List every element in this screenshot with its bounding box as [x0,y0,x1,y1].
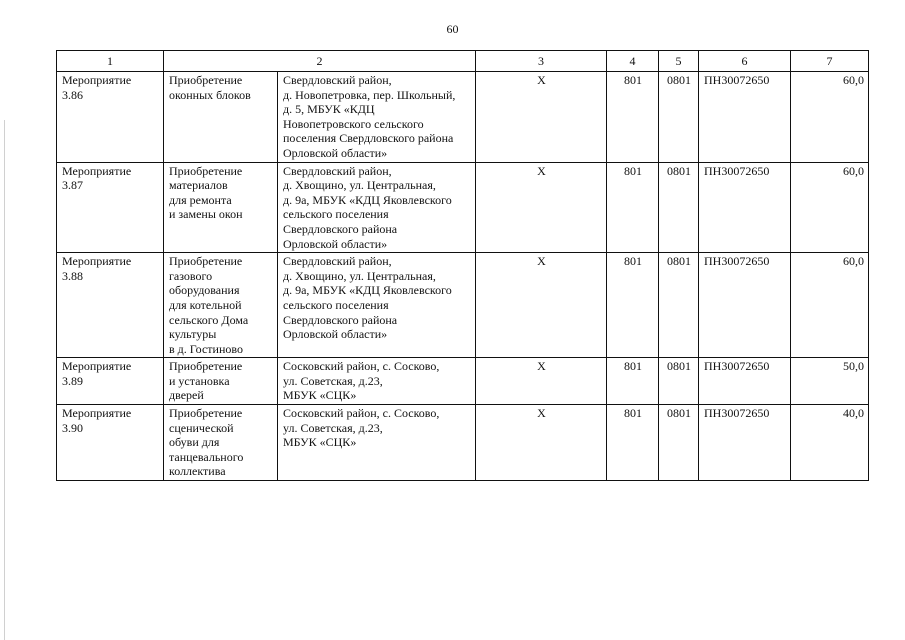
cell-col3: Х [476,162,607,253]
cell-col4: 801 [607,253,659,358]
table-row [57,253,869,358]
activity-name: Мероприятие 3.90 [57,405,164,481]
cell-col4: 801 [607,162,659,253]
header-col-2: 2 [164,51,476,72]
scan-edge-line [4,120,5,640]
cell-col4: 801 [607,358,659,405]
header-col-5: 5 [659,51,699,72]
header-col-7: 7 [791,51,869,72]
cell-col3: Х [476,72,607,163]
cell-col5: 0801 [659,405,699,481]
cell-col7: 50,0 [791,358,869,405]
cell-col6: ПН30072650 [699,253,791,358]
page-number: 60 [446,22,459,36]
activity-address: Сосковский район, с. Сосково, ул. Советская, д.23, МБУК «СЦК» [278,405,476,481]
cell-col7: 60,0 [791,253,869,358]
activity-description: Приобретение сценической обуви для танцевального коллектива [164,405,278,481]
cell-col6: ПН30072650 [699,162,791,253]
activity-description: Приобретение и установка дверей [164,358,278,405]
activity-description: Приобретение оконных блоков [164,72,278,163]
cell-col5: 0801 [659,358,699,405]
activity-address: Свердловский район, д. Хвощино, ул. Центральная, д. 9а, МБУК «КДЦ Яковлевского сельского поселения Свердловского района Орловской области» [278,253,476,358]
activity-name: Мероприятие 3.88 [57,253,164,358]
activity-address: Свердловский район, д. Хвощино, ул. Центральная, д. 9а, МБУК «КДЦ Яковлевского сельского поселения Свердловского района Орловской области» [278,162,476,253]
cell-col3: Х [476,253,607,358]
activity-name: Мероприятие 3.89 [57,358,164,405]
cell-col6: ПН30072650 [699,72,791,163]
cell-col5: 0801 [659,72,699,163]
cell-col4: 801 [607,72,659,163]
activity-description: Приобретение газового оборудования для котельной сельского Дома культуры в д. Гостиново [164,253,278,358]
header-col-3: 3 [476,51,607,72]
cell-col6: ПН30072650 [699,358,791,405]
cell-col7: 40,0 [791,405,869,481]
cell-col5: 0801 [659,162,699,253]
header-col-4: 4 [607,51,659,72]
activity-description: Приобретение материалов для ремонта и замены окон [164,162,278,253]
table-row [57,72,869,163]
header-col-6: 6 [699,51,791,72]
activity-address: Сосковский район, с. Сосково, ул. Советская, д.23, МБУК «СЦК» [278,358,476,405]
cell-col6: ПН30072650 [699,405,791,481]
budget-table [56,50,869,481]
cell-col3: Х [476,358,607,405]
table-row [57,358,869,405]
table-row [57,162,869,253]
header-col-1: 1 [57,51,164,72]
cell-col7: 60,0 [791,72,869,163]
cell-col3: Х [476,405,607,481]
header-row [57,51,869,72]
cell-col4: 801 [607,405,659,481]
table-row [57,405,869,481]
activity-name: Мероприятие 3.86 [57,72,164,163]
cell-col5: 0801 [659,253,699,358]
cell-col7: 60,0 [791,162,869,253]
activity-name: Мероприятие 3.87 [57,162,164,253]
activity-address: Свердловский район, д. Новопетровка, пер. Школьный, д. 5, МБУК «КДЦ Новопетровского сельского поселения Свердловского района Орловской области» [278,72,476,163]
